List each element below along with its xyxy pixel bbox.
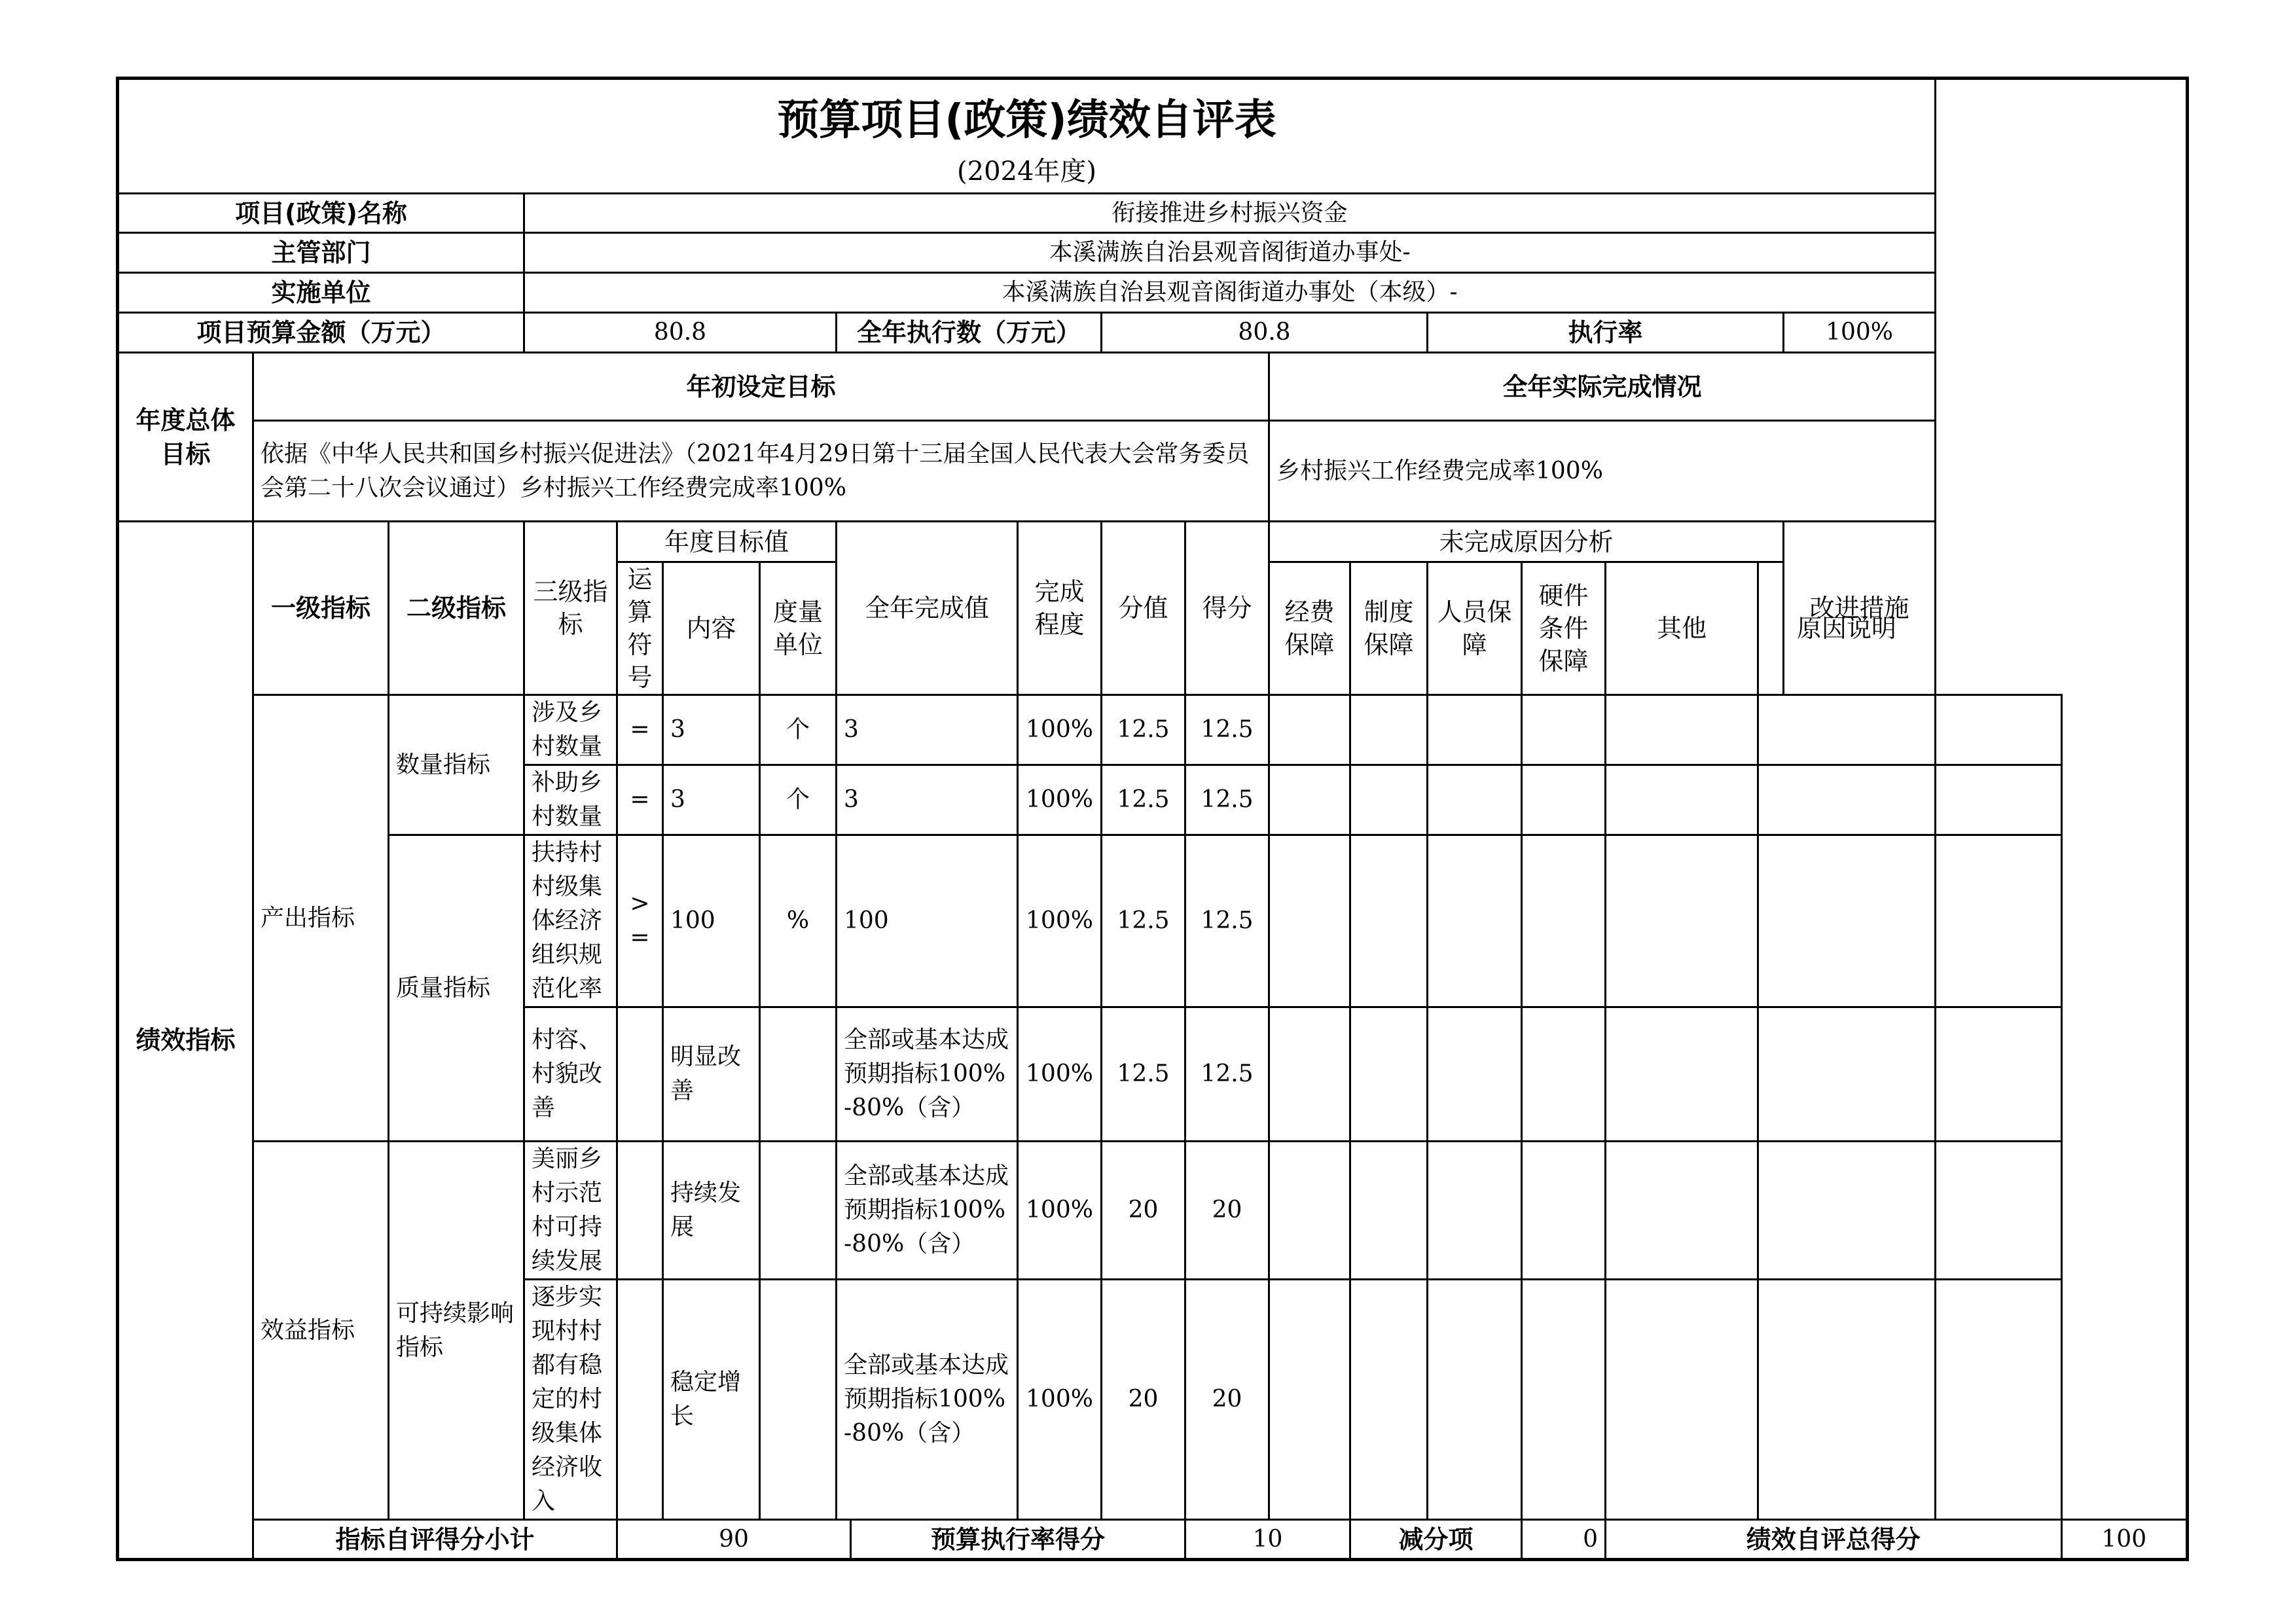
exec-rate-value: 100% xyxy=(1784,313,1936,353)
content-cell: 3 xyxy=(663,765,760,835)
completion-cell: 100% xyxy=(1018,695,1102,765)
operator-cell: = xyxy=(617,695,663,765)
operator-header: 运算符号 xyxy=(617,562,663,695)
executed-label: 全年执行数（万元） xyxy=(837,313,1102,353)
operator-cell xyxy=(617,1280,663,1520)
budget-label: 项目预算金额（万元） xyxy=(118,313,524,353)
reason-explain-header: 原因说明 xyxy=(1758,562,1936,695)
improve-header: 改进措施 xyxy=(1784,522,1936,695)
unit-value: 本溪满族自治县观音阁街道办事处（本级）- xyxy=(524,273,1936,313)
score-cell: 20 xyxy=(1185,1142,1269,1280)
goal-text: 依据《中华人民共和国乡村振兴促进法》（2021年4月29日第十三届全国人民代表大会常务委员会第二十八次会议通过）乡村振兴工作经费完成率100% xyxy=(253,421,1269,522)
target-value-header: 年度目标值 xyxy=(617,522,837,562)
reason-analysis-header: 未完成原因分析 xyxy=(1269,522,1784,562)
annual-done-header: 全年完成值 xyxy=(837,522,1018,695)
content-cell: 持续发展 xyxy=(663,1142,760,1280)
group-quality: 质量指标 xyxy=(389,835,524,1142)
exec-rate-label: 执行率 xyxy=(1428,313,1784,353)
operator-cell xyxy=(617,1142,663,1280)
subtotal-label: 指标自评得分小计 xyxy=(253,1520,617,1560)
evaluation-table xyxy=(116,77,2189,1561)
done-cell: 全部或基本达成预期指标100%-80%（含） xyxy=(837,1142,1018,1280)
operator-cell xyxy=(617,1007,663,1142)
score-value-header: 分值 xyxy=(1102,522,1185,695)
score-header: 得分 xyxy=(1185,522,1269,695)
content-header: 内容 xyxy=(663,562,760,695)
deduct-value: 0 xyxy=(1522,1520,1606,1560)
evaluation-form xyxy=(116,77,2189,1561)
completion-cell: 100% xyxy=(1018,835,1102,1007)
level3-header: 三级指标 xyxy=(524,522,617,695)
executed-value: 80.8 xyxy=(1102,313,1428,353)
deduct-label: 减分项 xyxy=(1350,1520,1522,1560)
score-cell: 12.5 xyxy=(1185,765,1269,835)
reason-other-header: 其他 xyxy=(1606,562,1758,695)
group-output: 产出指标 xyxy=(253,695,389,1142)
unit-label: 实施单位 xyxy=(118,273,524,313)
score-value-cell: 20 xyxy=(1102,1280,1185,1520)
total-value: 100 xyxy=(2061,1520,2187,1560)
done-cell: 100 xyxy=(837,835,1018,1007)
actual-text: 乡村振兴工作经费完成率100% xyxy=(1269,421,1936,522)
page-title: 预算项目(政策)绩效自评表 xyxy=(118,79,1936,151)
score-value-cell: 12.5 xyxy=(1102,835,1185,1007)
done-cell: 全部或基本达成预期指标100%-80%（含） xyxy=(837,1007,1018,1142)
group-sustain: 可持续影响指标 xyxy=(389,1142,524,1520)
subtotal-value: 90 xyxy=(617,1520,851,1560)
completion-header: 完成程度 xyxy=(1018,522,1102,695)
indicator-name: 美丽乡村示范村可持续发展 xyxy=(524,1142,617,1280)
unit-cell xyxy=(760,1007,837,1142)
level2-header: 二级指标 xyxy=(389,522,524,695)
total-label: 绩效自评总得分 xyxy=(1606,1520,2062,1560)
completion-cell: 100% xyxy=(1018,1142,1102,1280)
content-cell: 100 xyxy=(663,835,760,1007)
score-cell: 12.5 xyxy=(1185,695,1269,765)
budget-score-value: 10 xyxy=(1185,1520,1350,1560)
reason-hardware-header: 硬件条件保障 xyxy=(1522,562,1606,695)
summary-row xyxy=(118,1520,2188,1560)
content-cell: 3 xyxy=(663,695,760,765)
dept-value: 本溪满族自治县观音阁街道办事处- xyxy=(524,233,1936,273)
done-cell: 全部或基本达成预期指标100%-80%（含） xyxy=(837,1280,1018,1520)
table-row xyxy=(118,835,2188,1007)
score-cell: 12.5 xyxy=(1185,835,1269,1007)
indicator-name: 逐步实现村村都有稳定的村级集体经济收入 xyxy=(524,1280,617,1520)
unit-cell xyxy=(760,1142,837,1280)
level1-header: 一级指标 xyxy=(253,522,389,695)
group-quantity: 数量指标 xyxy=(389,695,524,835)
indicator-name: 扶持村村级集体经济组织规范化率 xyxy=(524,835,617,1007)
indicator-name: 补助乡村数量 xyxy=(524,765,617,835)
completion-cell: 100% xyxy=(1018,1280,1102,1520)
done-cell: 3 xyxy=(837,765,1018,835)
done-cell: 3 xyxy=(837,695,1018,765)
group-benefit: 效益指标 xyxy=(253,1142,389,1520)
completion-cell: 100% xyxy=(1018,765,1102,835)
table-row xyxy=(118,1142,2188,1280)
unit-cell: 个 xyxy=(760,765,837,835)
score-value-cell: 20 xyxy=(1102,1142,1185,1280)
operator-cell: = xyxy=(617,765,663,835)
content-cell: 明显改善 xyxy=(663,1007,760,1142)
measure-unit-header: 度量单位 xyxy=(760,562,837,695)
score-cell: 20 xyxy=(1185,1280,1269,1520)
indicator-name: 村容、村貌改善 xyxy=(524,1007,617,1142)
unit-cell xyxy=(760,1280,837,1520)
unit-cell: 个 xyxy=(760,695,837,765)
actual-header: 全年实际完成情况 xyxy=(1269,353,1936,421)
reason-fund-header: 经费保障 xyxy=(1269,562,1350,695)
budget-value: 80.8 xyxy=(524,313,837,353)
unit-cell: % xyxy=(760,835,837,1007)
score-value-cell: 12.5 xyxy=(1102,1007,1185,1142)
reason-system-header: 制度保障 xyxy=(1350,562,1428,695)
annual-goal-label: 年度总体目标 xyxy=(118,353,253,522)
table-row xyxy=(118,695,2188,765)
project-name-label: 项目(政策)名称 xyxy=(118,194,524,233)
indicator-name: 涉及乡村数量 xyxy=(524,695,617,765)
score-value-cell: 12.5 xyxy=(1102,765,1185,835)
perf-label: 绩效指标 xyxy=(118,522,253,1560)
budget-score-label: 预算执行率得分 xyxy=(851,1520,1185,1560)
operator-cell: >= xyxy=(617,835,663,1007)
score-cell: 12.5 xyxy=(1185,1007,1269,1142)
completion-cell: 100% xyxy=(1018,1007,1102,1142)
year-subtitle: (2024年度) xyxy=(118,151,1936,194)
score-value-cell: 12.5 xyxy=(1102,695,1185,765)
reason-staff-header: 人员保障 xyxy=(1428,562,1522,695)
dept-label: 主管部门 xyxy=(118,233,524,273)
content-cell: 稳定增长 xyxy=(663,1280,760,1520)
initial-goal-header: 年初设定目标 xyxy=(253,353,1269,421)
project-name-value: 衔接推进乡村振兴资金 xyxy=(524,194,1936,233)
